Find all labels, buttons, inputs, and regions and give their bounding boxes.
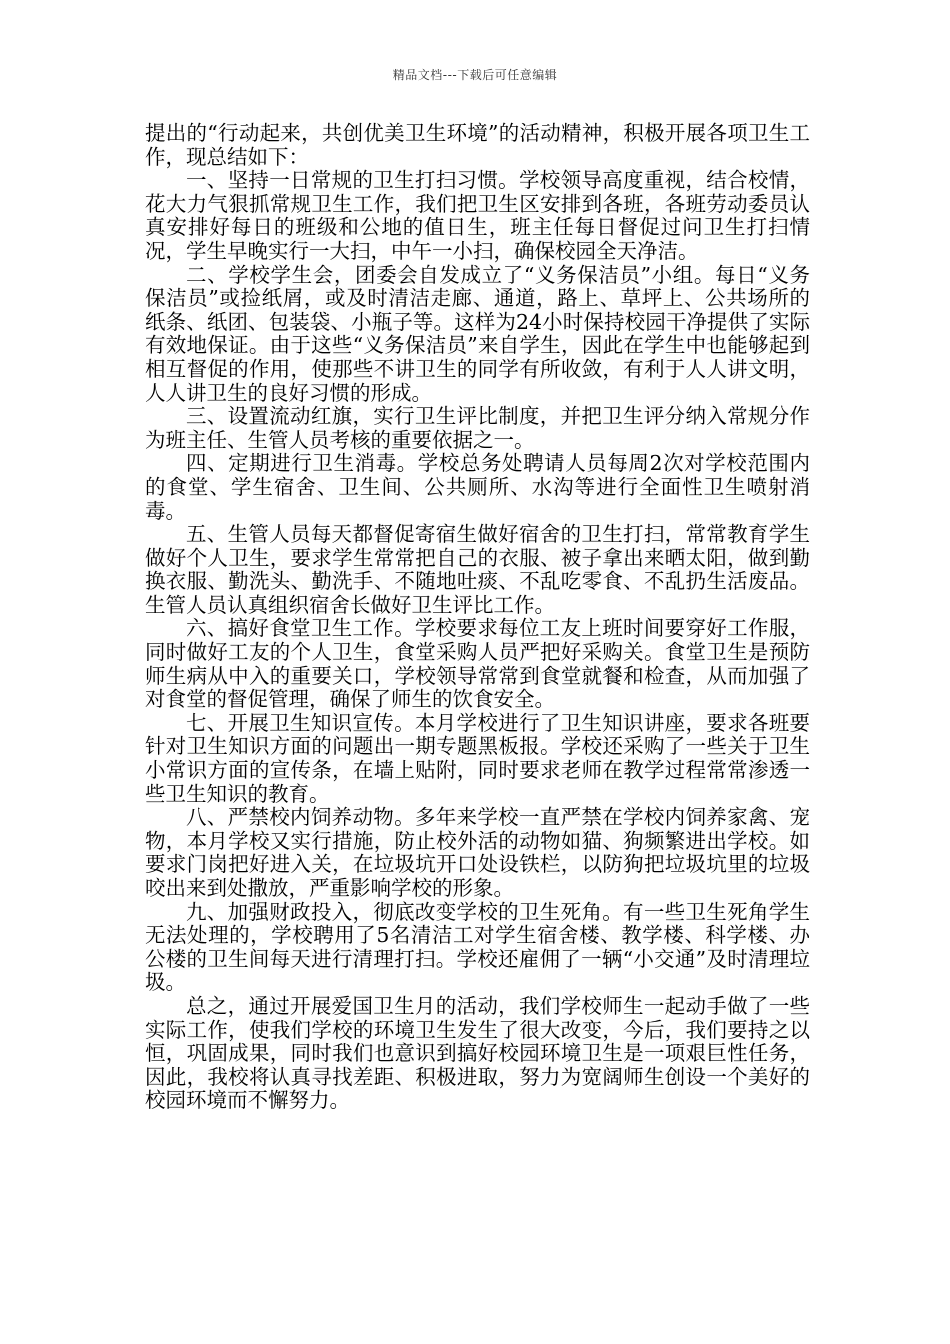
paragraph-2: 二、学校学生会，团委会自发成立了“义务保洁员”小组。每日“义务保洁员”或捡纸屑，或及时清洁走廊、通道，路上、草坪上、公共场所的纸条、纸团、包装袋、小瓶子等。这样为24小时保持校园干净提供了实际有效地保证。由于这些“义务保洁员”来自学生，因此在学生中也能够起到相互督促的作用，使那些不讲卫生的同学有所收敛，有利于人人讲文明，人人讲卫生的良好习惯的形成。: [145, 262, 810, 405]
paragraph-conclusion: 总之，通过开展爱国卫生月的活动，我们学校师生一起动手做了一些实际工作，使我们学校的环境卫生发生了很大改变，今后，我们要持之以恒，巩固成果，同时我们也意识到搞好校园环境卫生是一项艰巨性任务，因此，我校将认真寻找差距、积极进取，努力为宽阔师生创设一个美好的校园环境而不懈努力。: [145, 993, 810, 1113]
document-body: [145, 122, 810, 1113]
paragraph-7: 七、开展卫生知识宣传。本月学校进行了卫生知识讲座，要求各班要针对卫生知识方面的问题出一期专题黑板报。学校还采购了一些关于卫生小常识方面的宣传条，在墙上贴附，同时要求老师在教学过程常常渗透一些卫生知识的教育。: [145, 710, 810, 806]
page-header: 精品文档---下载后可任意编辑: [392, 68, 558, 82]
paragraph-intro: 提出的“行动起来，共创优美卫生环境”的活动精神，积极开展各项卫生工作，现总结如下：: [145, 121, 810, 169]
paragraph-4: 四、定期进行卫生消毒。学校总务处聘请人员每周2次对学校范围内的食堂、学生宿舍、卫生间、公共厕所、水沟等进行全面性卫生喷射消毒。: [145, 451, 810, 523]
paragraph-8: 八、严禁校内饲养动物。多年来学校一直严禁在学校内饲养家禽、宠物，本月学校又实行措施，防止校外活的动物如猫、狗频繁进出学校。如要求门岗把好进入关，在垃圾坑开口处设铁栏，以防狗把垃圾坑里的垃圾咬出来到处撒放，严重影响学校的形象。: [145, 805, 810, 900]
paragraph-5: 五、生管人员每天都督促寄宿生做好宿舍的卫生打扫，常常教育学生做好个人卫生，要求学生常常把自己的衣服、被子拿出来晒太阳，做到勤换衣服、勤洗头、勤洗手、不随地吐痰、不乱吃零食、不乱扔生活废品。生管人员认真组织宿舍长做好卫生评比工作。: [145, 522, 810, 617]
paragraph-9: 九、加强财政投入，彻底改变学校的卫生死角。有一些卫生死角学生无法处理的，学校聘用了5名清洁工对学生宿舍楼、教学楼、科学楼、办公楼的卫生间每天进行清理打扫。学校还雇佣了一辆“小交通”及时清理垃圾。: [145, 899, 810, 995]
paragraph-3: 三、设置流动红旗，实行卫生评比制度，并把卫生评分纳入常规分作为班主任、生管人员考核的重要依据之一。: [145, 404, 810, 452]
paragraph-1: 一、坚持一日常规的卫生打扫习惯。学校领导高度重视，结合校情，花大力气狠抓常规卫生工作，我们把卫生区安排到各班，各班劳动委员认真安排好每日的班级和公地的值日生，班主任每日督促过问卫生打扫情况，学生早晚实行一大扫，中午一小扫，确保校园全天净洁。: [145, 168, 810, 263]
paragraph-6: 六、搞好食堂卫生工作。学校要求每位工友上班时间要穿好工作服，同时做好工友的个人卫生，食堂采购人员严把好采购关。食堂卫生是预防师生病从中入的重要关口，学校领导常常到食堂就餐和检查，从而加强了对食堂的督促管理，确保了师生的饮食安全。: [145, 616, 810, 712]
